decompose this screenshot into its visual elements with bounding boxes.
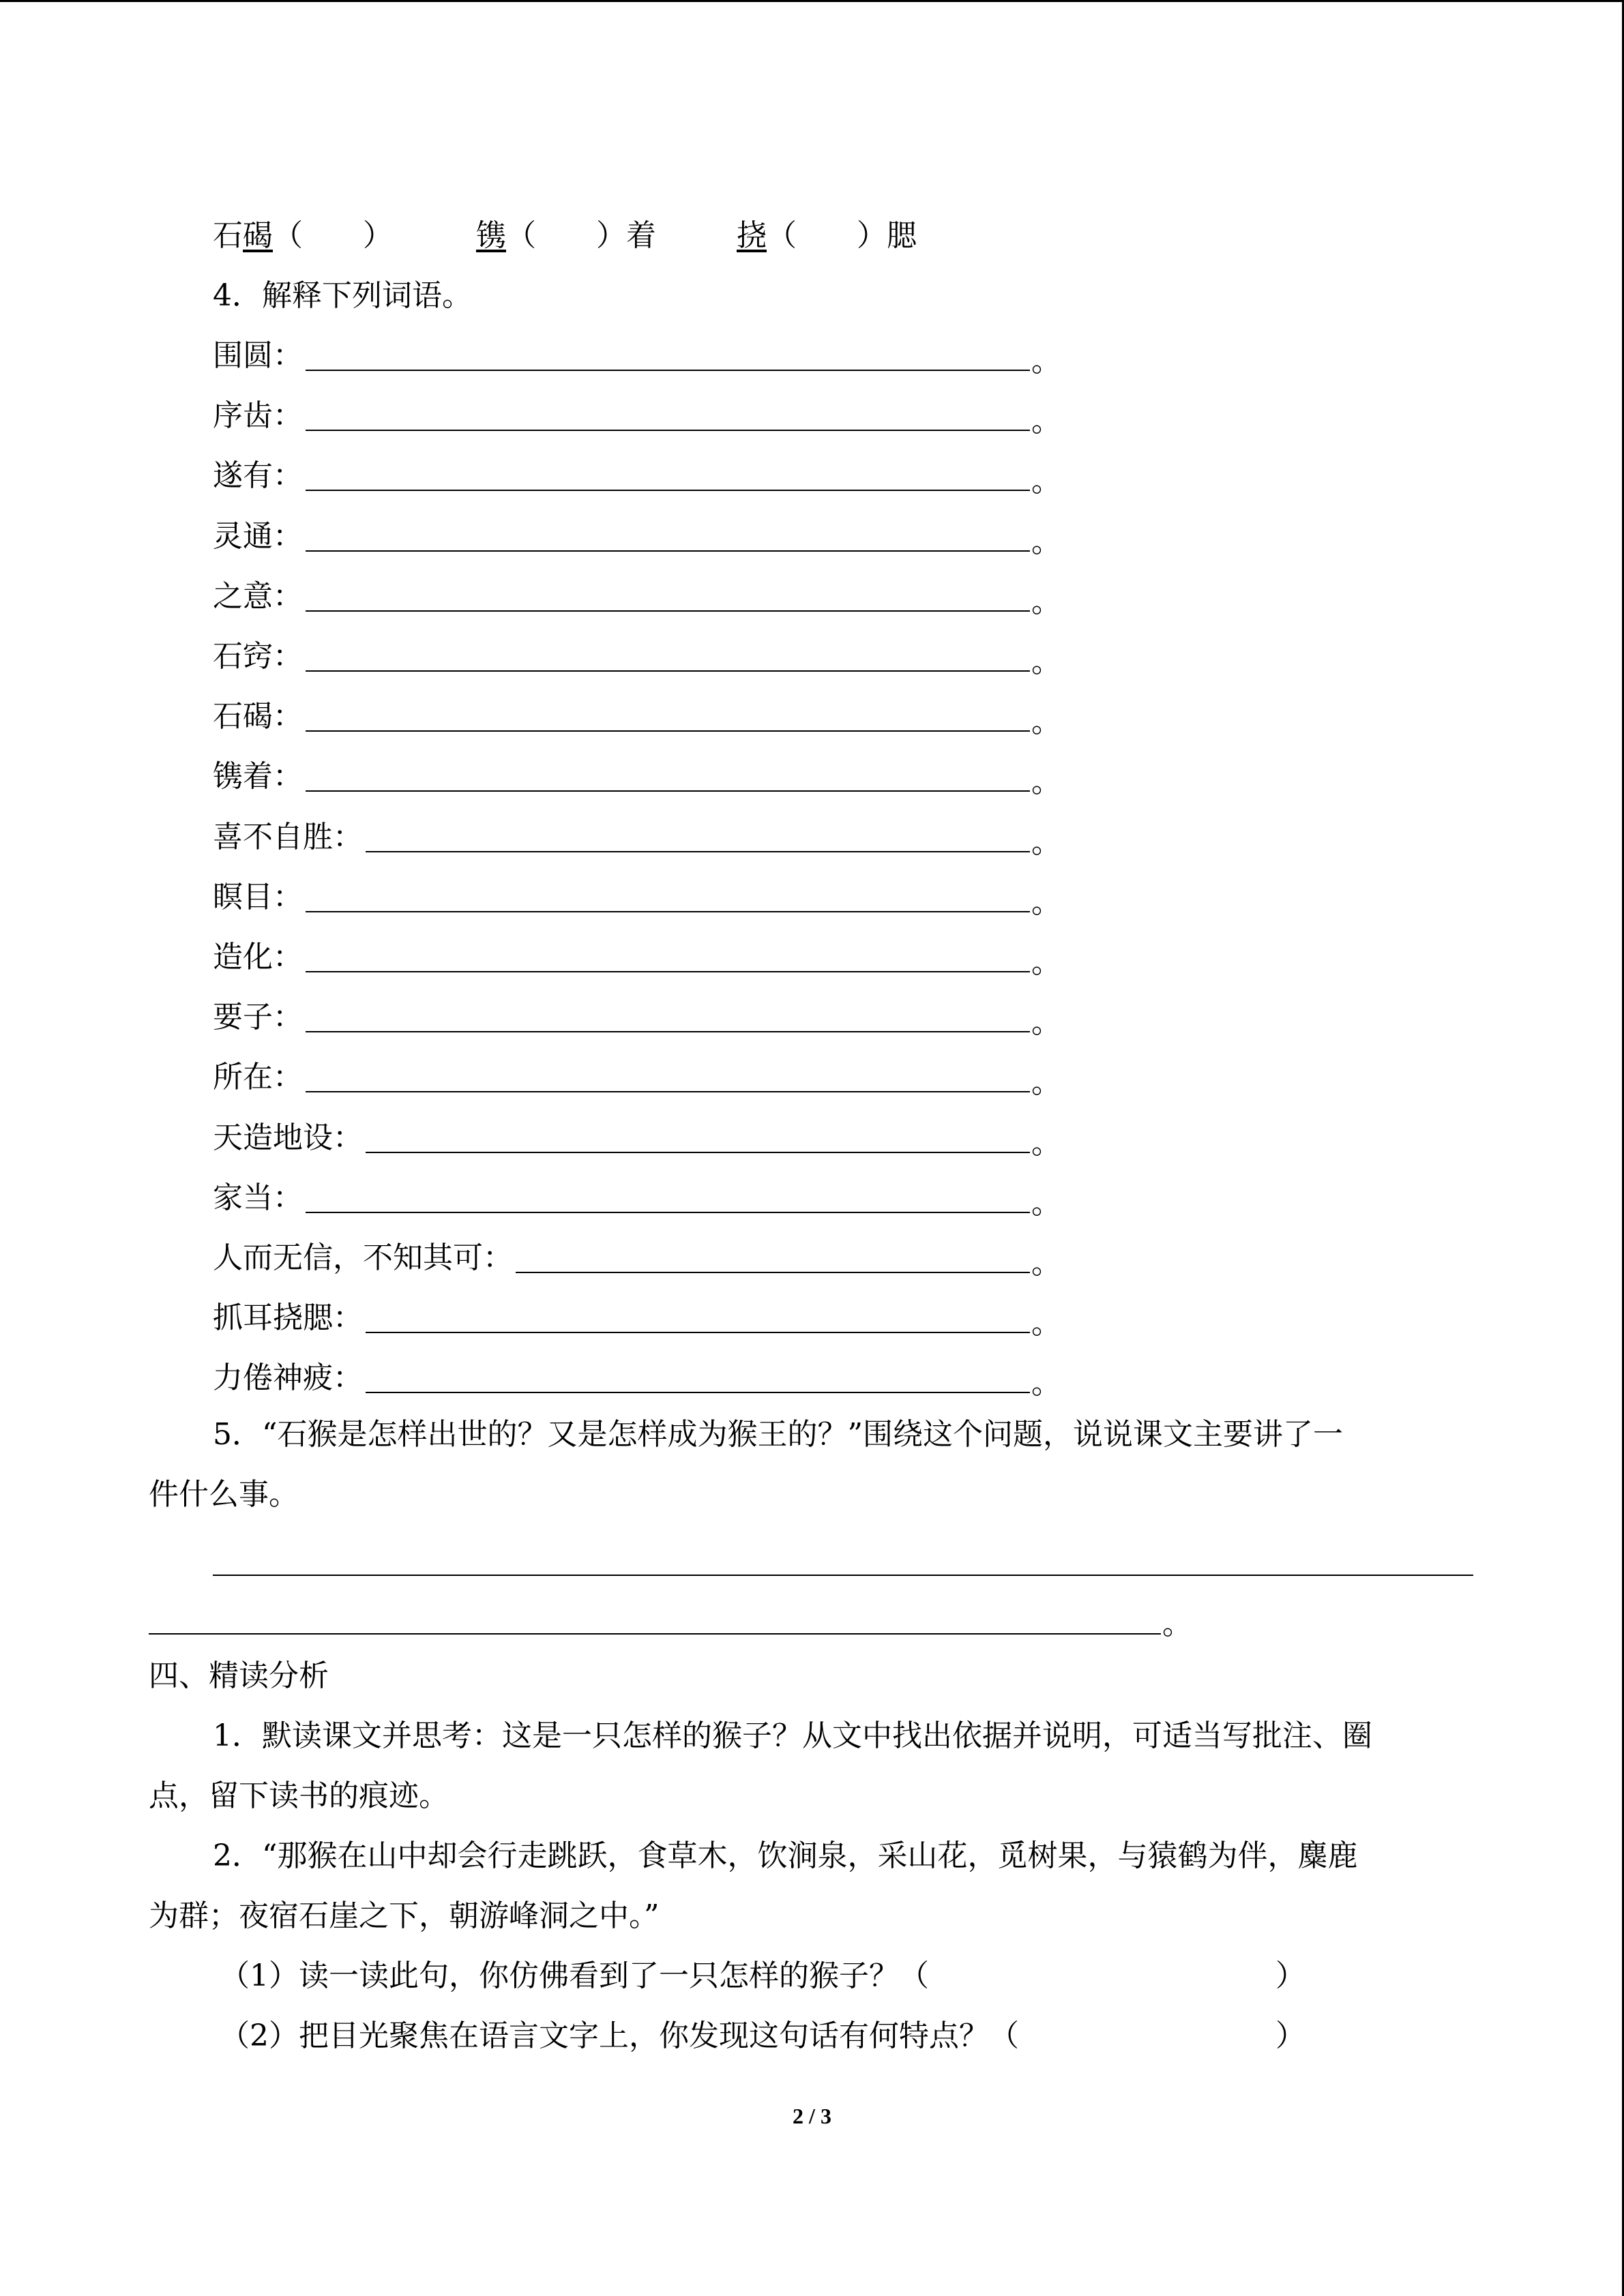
term-answer-line[interactable] [306, 490, 1030, 491]
term-answer-line[interactable] [306, 670, 1030, 672]
passage-2-line1: 2．“那猴在山中却会行走跳跃，食草木，饮涧泉，采山花，觅树果，与猿鹤为伴，麋鹿 [213, 1838, 1358, 1873]
term-period: 。 [1031, 884, 1061, 920]
term-label: 石碣： [213, 699, 303, 734]
term-period: 。 [1031, 1005, 1061, 1041]
term-label: 力倦神疲： [213, 1360, 363, 1396]
term-period: 。 [1031, 1065, 1061, 1101]
question-4-title: 4．解释下列词语。 [213, 278, 472, 313]
term-period: 。 [1031, 584, 1061, 619]
passage-1-line1: 1．默读课文并思考：这是一只怎样的猴子？从文中找出依据并说明，可适当写批注、圈 [213, 1718, 1372, 1753]
pinyin-item-juan [476, 215, 656, 256]
pinyin-item-nao [737, 215, 917, 256]
sub-question-1: （1）读一读此句，你仿佛看到了一只怎样的猴子？（ [220, 1958, 929, 1993]
term-answer-line[interactable] [516, 1272, 1030, 1273]
sub-question-2: （2）把目光聚焦在语言文字上，你发现这句话有何特点？（ [220, 2018, 1019, 2053]
term-label: 抓耳挠腮： [213, 1300, 363, 1336]
term-label: 人而无信，不知其可： [213, 1240, 513, 1275]
term-answer-line[interactable] [366, 1152, 1030, 1153]
term-label: 天造地设： [213, 1120, 363, 1155]
term-label: 家当： [213, 1180, 303, 1215]
term-answer-line[interactable] [306, 370, 1030, 371]
term-answer-line[interactable] [366, 1392, 1030, 1393]
answer-line-5b[interactable] [149, 1633, 1161, 1635]
sub-question-1-close: ） [1275, 1958, 1305, 1993]
term-period: 。 [1031, 945, 1061, 980]
term-label: 灵通： [213, 518, 303, 554]
term-label: 石窍： [213, 639, 303, 674]
term-period: 。 [1031, 704, 1061, 740]
term-period: 。 [1031, 1246, 1061, 1281]
term-answer-line[interactable] [306, 430, 1030, 431]
term-period: 。 [1031, 344, 1061, 378]
word-juan-char: 镌 [476, 218, 506, 253]
term-label: 所在： [213, 1060, 303, 1095]
term-answer-line[interactable] [366, 851, 1030, 852]
term-answer-line[interactable] [306, 610, 1030, 612]
term-label: 围圆： [213, 338, 303, 373]
blank-juan: （ ）着 [506, 218, 656, 253]
term-period: 。 [1031, 1306, 1061, 1341]
term-period: 。 [1031, 1366, 1061, 1401]
term-answer-line[interactable] [306, 971, 1030, 972]
term-answer-line[interactable] [306, 1212, 1030, 1213]
section-4-heading: 四、精读分析 [149, 1658, 329, 1693]
term-label: 遂有： [213, 458, 303, 494]
word-shijie-char2: 碣 [243, 218, 273, 253]
page-border-top [0, 0, 1624, 2]
term-answer-line[interactable] [306, 911, 1030, 912]
term-answer-line[interactable] [306, 1091, 1030, 1092]
sub-question-2-close: ） [1275, 2018, 1305, 2053]
term-answer-line[interactable] [306, 730, 1030, 732]
term-period: 。 [1031, 524, 1061, 559]
term-label: 瞑目： [213, 879, 303, 914]
term-period: 。 [1031, 824, 1061, 860]
term-answer-line[interactable] [306, 550, 1030, 552]
term-period: 。 [1031, 464, 1061, 499]
term-period: 。 [1031, 404, 1061, 439]
term-label: 之意： [213, 578, 303, 614]
word-nao-char: 挠 [737, 218, 767, 253]
question-5-line2: 件什么事。 [149, 1477, 299, 1512]
term-label: 要子： [213, 1000, 303, 1035]
passage-2-line2: 为群；夜宿石崖之下，朝游峰洞之中。” [149, 1898, 660, 1933]
term-answer-line[interactable] [366, 1332, 1030, 1333]
word-shijie-char1: 石 [213, 218, 243, 253]
term-label: 序齿： [213, 398, 303, 434]
answer-5-period: 。 [1162, 1607, 1192, 1641]
question-5-line1: 5．“石猴是怎样出世的？又是怎样成为猴王的？”围绕这个问题，说说课文主要讲了一 [213, 1417, 1343, 1452]
term-answer-line[interactable] [306, 790, 1030, 792]
page-number: 2 / 3 [793, 2104, 831, 2128]
term-period: 。 [1031, 644, 1061, 679]
term-period: 。 [1031, 1185, 1061, 1221]
term-label: 喜不自胜： [213, 819, 363, 854]
answer-line-5a[interactable] [213, 1575, 1473, 1576]
term-label: 镌着： [213, 759, 303, 794]
term-answer-line[interactable] [306, 1031, 1030, 1032]
term-period: 。 [1031, 1125, 1061, 1161]
blank-nao: （ ）腮 [767, 218, 917, 253]
term-period: 。 [1031, 764, 1061, 800]
pinyin-row [213, 215, 393, 256]
blank-shijie: （ ） [273, 218, 393, 253]
term-label: 造化： [213, 940, 303, 974]
passage-1-line2: 点，留下读书的痕迹。 [149, 1778, 449, 1813]
